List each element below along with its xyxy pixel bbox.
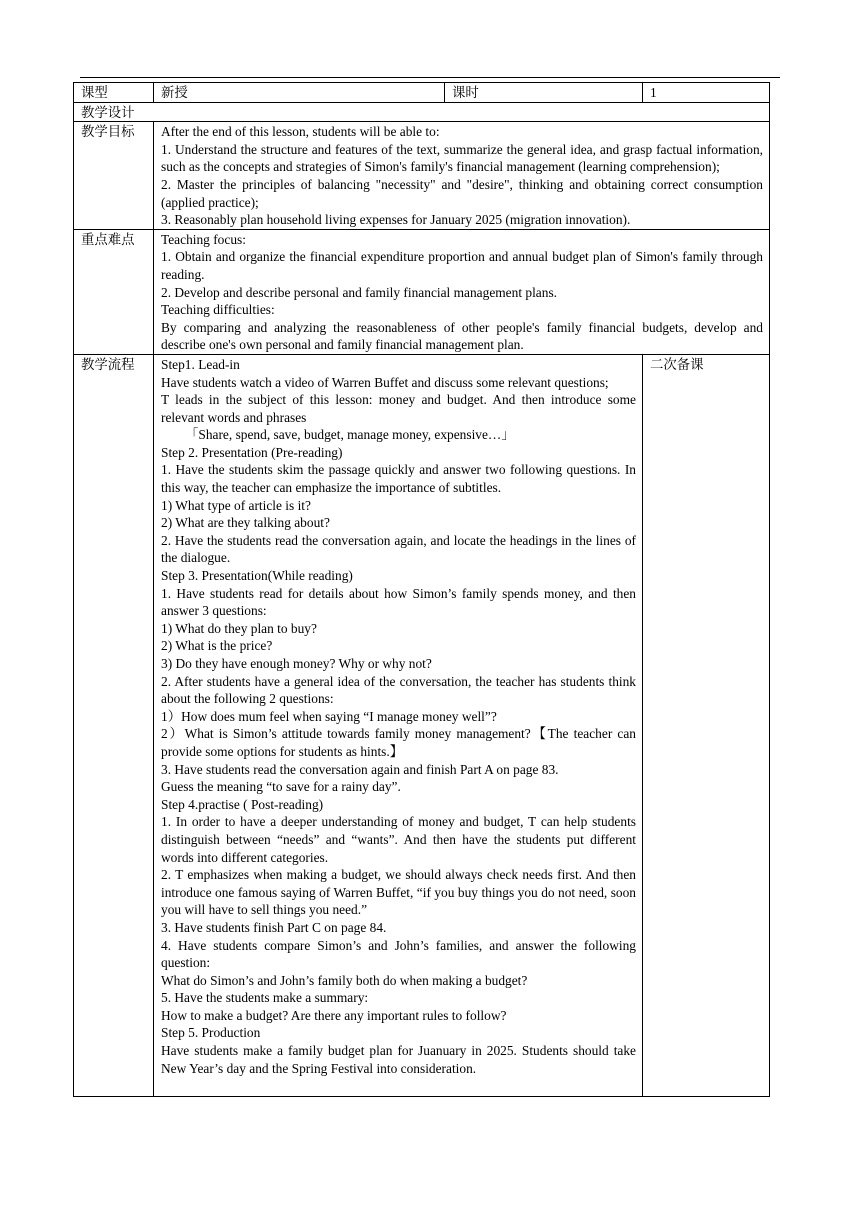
process-line: Have students make a family budget plan for Juanuary in 2025. Students should take New Year’s day and the Spring Festival into consideration. (161, 1043, 636, 1076)
process-content (154, 354, 643, 1096)
process-line: Have students watch a video of Warren Buffet and discuss some relevant questions; (161, 374, 609, 390)
objectives-line: 2. Master the principles of balancing "necessity" and "desire", thinking and obtaining correct consumption (applied practice); (161, 176, 763, 210)
focus-line: Teaching difficulties: (161, 302, 275, 318)
objectives-content (154, 122, 770, 230)
process-line: 2) What is the price? (161, 638, 273, 654)
process-line: 3. Have students read the conversation again and finish Part A on page 83. (161, 761, 559, 777)
process-line: 2) What are they talking about? (161, 515, 330, 531)
second-prep-notes (643, 354, 770, 1096)
lesson-plan-table (73, 82, 770, 1097)
objectives-line: 1. Understand the structure and features of the text, summarize the general idea, and grasp factual information, such as the concepts and strategies of Simon's family's financial management (learning comprehension); (161, 141, 763, 175)
process-line: 2. T emphasizes when making a budget, we should always check needs first. And then introduce one famous saying of Warren Buffet, “if you buy things you do not need, soon you will have to sell things you need.” (161, 867, 636, 918)
process-line: 1）How does mum feel when saying “I manage money well”? (161, 708, 497, 724)
process-line: 5. Have the students make a summary: (161, 990, 369, 1006)
process-line: 1) What do they plan to buy? (161, 620, 317, 636)
process-line: Step 4.practise ( Post-reading) (161, 796, 324, 812)
design-label: 教学设计 (74, 102, 770, 122)
process-line: What do Simon’s and John’s family both do when making a budget? (161, 972, 528, 988)
focus-line: By comparing and analyzing the reasonableness of other people's family financial budgets, develop and describe one's own personal and family financial management plan. (161, 319, 763, 353)
process-line: 2. Have the students read the conversation again, and locate the headings in the lines of the dialogue. (161, 532, 636, 566)
focus-label: 重点难点 (74, 229, 154, 354)
hours-label: 课时 (445, 83, 643, 103)
type-value: 新授 (154, 83, 445, 103)
type-label: 课型 (74, 83, 154, 103)
focus-line: Teaching focus: (161, 231, 246, 247)
process-line: 3) Do they have enough money? Why or why not? (161, 656, 432, 671)
process-row (74, 354, 770, 1096)
process-label: 教学流程 (74, 354, 154, 1096)
process-line: 2. After students have a general idea of the conversation, the teacher has students think about the following 2 questions: (161, 673, 636, 707)
top-rule (80, 77, 780, 78)
hours-value: 1 (643, 83, 770, 103)
process-line: 2）What is Simon’s attitude towards family money management?【The teacher can provide some options for students as hints.】 (161, 726, 636, 759)
objectives-line: After the end of this lesson, students will be able to: (161, 124, 440, 140)
process-line: Step 2. Presentation (Pre-reading) (161, 444, 343, 460)
focus-line: 2. Develop and describe personal and family financial management plans. (161, 284, 557, 300)
process-line: T leads in the subject of this lesson: money and budget. And then introduce some relevant words and phrases (161, 392, 636, 425)
process-line: 1. In order to have a deeper understanding of money and budget, T can help students distinguish between “needs” and “wants”. And then have the students put different words into different categories. (161, 814, 636, 865)
process-line: Step1. Lead-in (161, 356, 240, 372)
focus-content (154, 229, 770, 354)
objectives-label: 教学目标 (74, 122, 154, 230)
process-line: 「Share, spend, save, budget, manage money, expensive…」 (185, 427, 515, 443)
objectives-line: 3. Reasonably plan household living expenses for January 2025 (migration innovation). (161, 212, 631, 228)
process-line: Step 3. Presentation(While reading) (161, 568, 353, 584)
notes-label: 二次备课 (650, 356, 704, 372)
process-line: 3. Have students finish Part C on page 84. (161, 919, 387, 935)
design-row (74, 102, 770, 122)
process-line: How to make a budget? Are there any important rules to follow? (161, 1007, 507, 1023)
focus-row (74, 229, 770, 354)
process-line: Guess the meaning “to save for a rainy day”. (161, 779, 401, 795)
process-line: 4. Have students compare Simon’s and John’s families, and answer the following question: (161, 937, 636, 971)
objectives-row (74, 122, 770, 230)
process-line: 1. Have students read for details about how Simon’s family spends money, and then answer 3 questions: (161, 585, 636, 619)
process-line: 1. Have the students skim the passage quickly and answer two following questions. In this way, the teacher can emphasize the importance of subtitles. (161, 462, 636, 496)
focus-line: 1. Obtain and organize the financial expenditure proportion and annual budget plan of Simon's family through reading. (161, 249, 763, 282)
process-line: Step 5. Production (161, 1025, 261, 1041)
process-line: 1) What type of article is it? (161, 497, 311, 513)
header-row (74, 83, 770, 103)
